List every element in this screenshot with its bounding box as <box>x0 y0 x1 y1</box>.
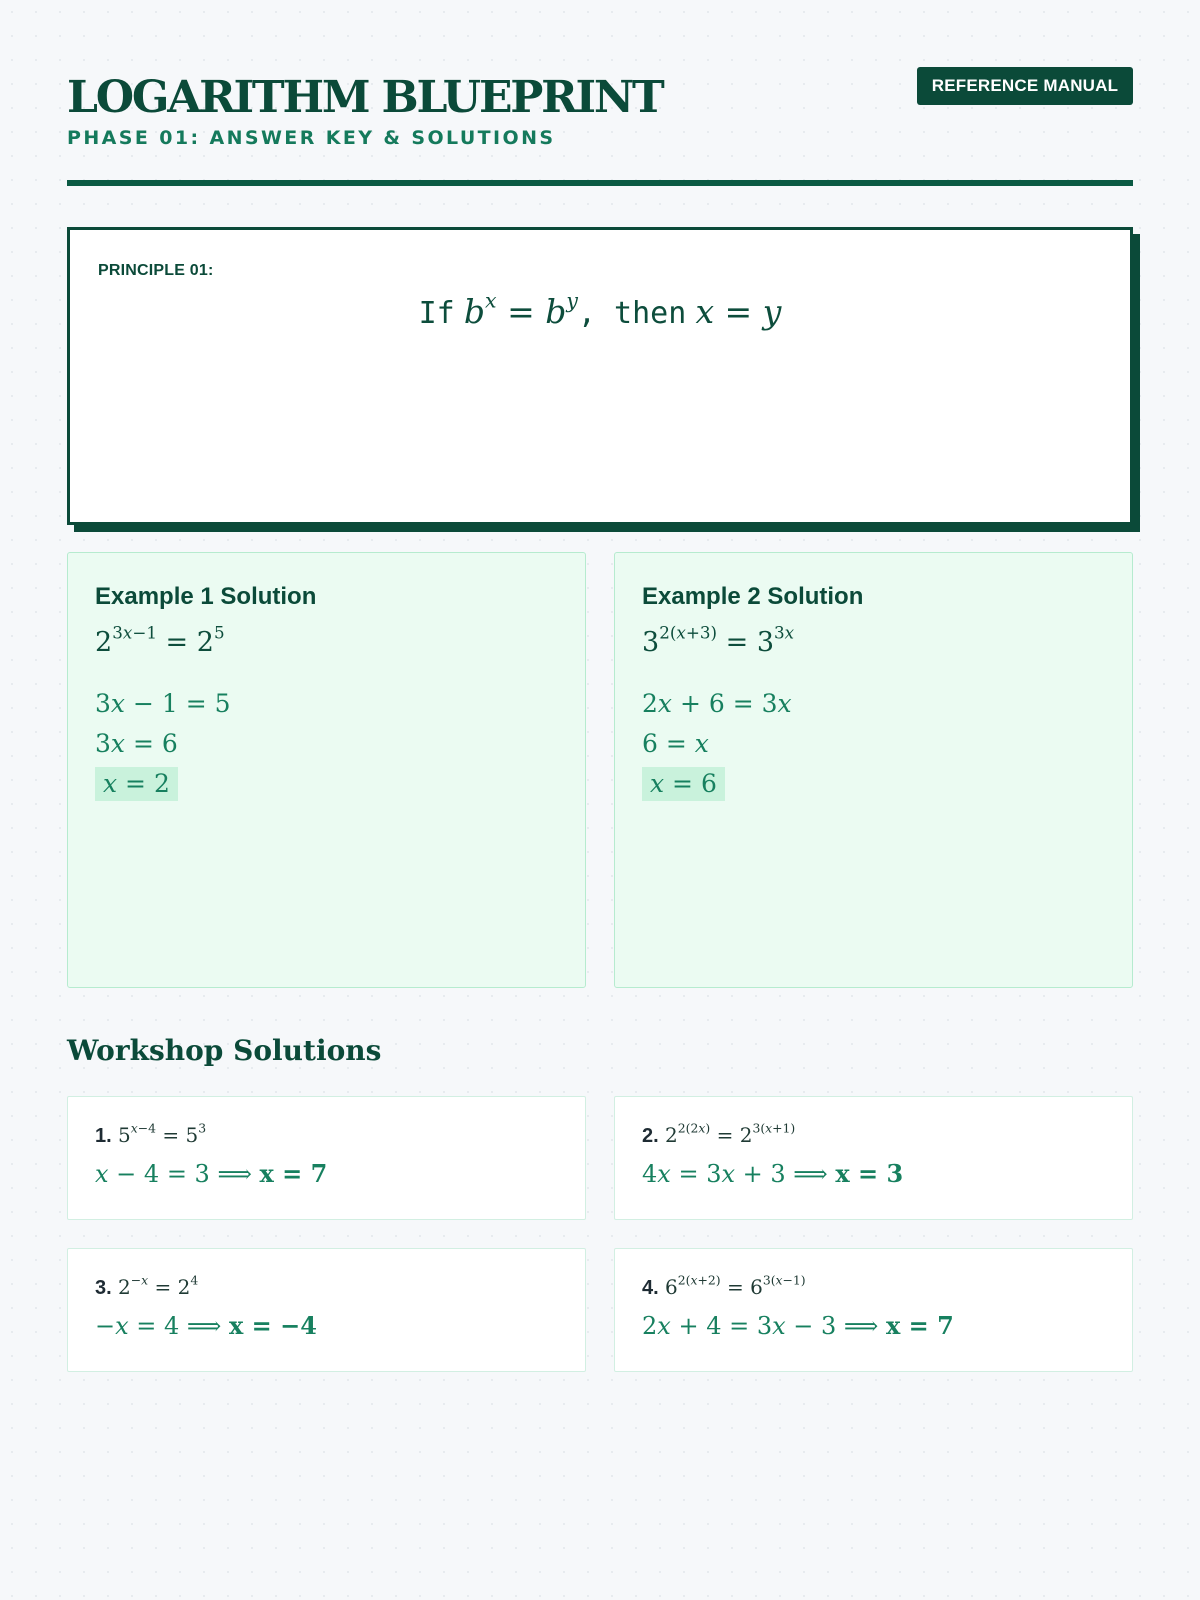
example-step: 3x = 6 <box>95 729 178 758</box>
implies-arrow-icon: ⟹ <box>186 1312 222 1340</box>
example-step: 3x − 1 = 5 <box>95 689 231 718</box>
example-equation: $3^{2(x+3)} = 3^{3x}$ <box>642 622 795 658</box>
problem-equation: 4. $6^{2(x+2)} = 6^{3(x-1)}$ <box>642 1272 806 1299</box>
problem-solution: x − 4 = 3 ⟹ x = 7 <box>95 1159 328 1188</box>
workshop-problem-3 <box>67 1248 586 1372</box>
example-title: Example 1 Solution <box>95 583 317 610</box>
workshop-problem-2 <box>614 1096 1133 1220</box>
page-subtitle: PHASE 01: ANSWER KEY & SOLUTIONS <box>67 127 556 149</box>
problem-solution: 4x = 3x + 3 ⟹ x = 3 <box>642 1159 904 1188</box>
problem-equation: 3. $2^{-x} = 2^4$ <box>95 1272 199 1299</box>
principle-label: PRINCIPLE 01: <box>98 262 214 279</box>
example-answer: x = 2 <box>95 767 178 801</box>
workshop-problem-4 <box>614 1248 1133 1372</box>
problem-equation: 2. $2^{2(2x)} = 2^{3(x+1)}$ <box>642 1120 796 1147</box>
principle-box <box>67 227 1133 525</box>
example-title: Example 2 Solution <box>642 583 864 610</box>
example-2-card <box>614 552 1133 988</box>
if-word: If <box>418 296 455 331</box>
reference-manual-badge: REFERENCE MANUAL <box>917 67 1133 105</box>
workshop-problem-1 <box>67 1096 586 1220</box>
implies-arrow-icon: ⟹ <box>793 1160 828 1188</box>
then-word: then <box>614 296 687 331</box>
problem-solution: 2x + 4 = 3x − 3 ⟹ x = 7 <box>642 1311 954 1340</box>
workshop-title: Workshop Solutions <box>67 1034 382 1067</box>
page-header <box>67 72 1133 192</box>
problem-solution: −x = 4 ⟹ x = −4 <box>95 1311 317 1340</box>
principle-formula: If $b^x = b^y$, then x = y <box>418 288 782 331</box>
implies-arrow-icon: ⟹ <box>217 1160 252 1188</box>
example-step: 2x + 6 = 3x <box>642 689 792 718</box>
example-equation: $2^{3x-1} = 2^5$ <box>95 622 225 658</box>
page-title: LOGARITHM BLUEPRINT <box>67 72 663 123</box>
problem-equation: 1. $5^{x-4} = 5^3$ <box>95 1120 207 1147</box>
example-step: 6 = x <box>642 729 709 758</box>
implies-arrow-icon: ⟹ <box>843 1312 879 1340</box>
header-divider <box>67 180 1133 186</box>
example-answer: x = 6 <box>642 767 725 801</box>
example-1-card <box>67 552 586 988</box>
